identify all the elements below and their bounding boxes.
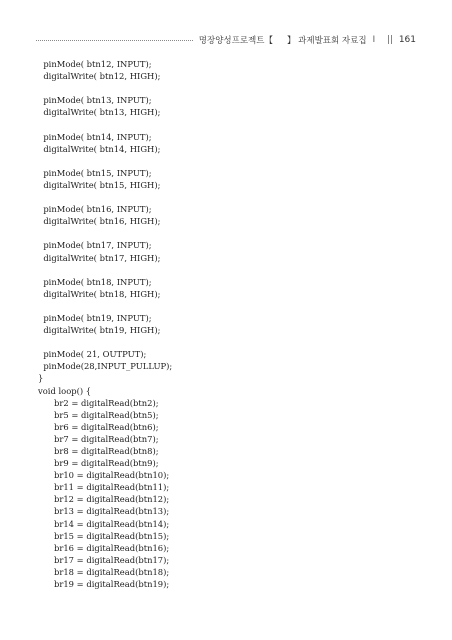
code-line: br16 = digitalRead(btn16); [38, 542, 170, 553]
code-line: } [38, 373, 44, 384]
code-listing [38, 58, 418, 590]
code-line: br9 = digitalRead(btn9); [38, 458, 159, 469]
code-line: pinMode( btn19, INPUT); [38, 312, 152, 323]
code-line [38, 264, 418, 276]
code-line: pinMode( btn13, INPUT); [38, 95, 152, 106]
code-line: digitalWrite( btn16, HIGH); [38, 216, 161, 227]
code-line: digitalWrite( btn13, HIGH); [38, 107, 161, 118]
code-line: pinMode( btn14, INPUT); [38, 131, 152, 142]
code-line: digitalWrite( btn15, HIGH); [38, 179, 161, 190]
header-dotted-rule [36, 40, 193, 41]
code-line: pinMode( 21, OUTPUT); [38, 349, 147, 360]
code-line: br10 = digitalRead(btn10); [38, 470, 170, 481]
page-header [36, 33, 416, 47]
code-line [38, 118, 418, 130]
code-line: pinMode( btn18, INPUT); [38, 276, 152, 287]
code-line: br8 = digitalRead(btn8); [38, 446, 159, 456]
header-title: 명장양성프로젝트【 [198, 36, 273, 46]
code-line: pinMode( btn16, INPUT); [38, 204, 152, 215]
code-line: br13 = digitalRead(btn13); [38, 506, 170, 517]
code-line: br2 = digitalRead(btn2); [38, 397, 159, 408]
code-line [38, 300, 418, 312]
code-line: digitalWrite( btn19, HIGH); [38, 325, 161, 336]
code-line: pinMode(28,INPUT_PULLUP); [38, 361, 173, 372]
code-line: br14 = digitalRead(btn14); [38, 518, 170, 529]
page-number: 161 [398, 35, 416, 45]
code-line: digitalWrite( btn17, HIGH); [38, 252, 161, 263]
code-line: void loop() { [38, 385, 92, 396]
code-line: br12 = digitalRead(btn12); [38, 494, 170, 505]
code-line: br18 = digitalRead(btn18); [38, 566, 170, 577]
code-line: digitalWrite( btn14, HIGH); [38, 143, 161, 154]
code-line: br6 = digitalRead(btn6); [38, 421, 159, 432]
code-line: br7 = digitalRead(btn7); [38, 433, 159, 444]
code-line: br11 = digitalRead(btn11); [38, 482, 170, 493]
code-line [38, 155, 418, 167]
code-line: pinMode( btn12, INPUT); [38, 59, 152, 69]
code-line: pinMode( btn15, INPUT); [38, 167, 152, 178]
code-line: br19 = digitalRead(btn19); [38, 579, 170, 590]
code-line: pinMode( btn17, INPUT); [38, 240, 152, 251]
header-mark: I [372, 35, 376, 45]
code-line [38, 191, 418, 203]
code-line: digitalWrite( btn12, HIGH); [38, 71, 161, 82]
code-line [38, 227, 418, 239]
code-line [38, 82, 418, 94]
code-line [38, 336, 418, 348]
code-line: br5 = digitalRead(btn5); [38, 409, 159, 420]
code-line: digitalWrite( btn18, HIGH); [38, 288, 161, 299]
header-subtitle: 】 과제발표회 자료집 [286, 36, 367, 46]
header-divider: || [387, 35, 393, 45]
code-line: br15 = digitalRead(btn15); [38, 530, 170, 541]
code-line: br17 = digitalRead(btn17); [38, 554, 170, 565]
